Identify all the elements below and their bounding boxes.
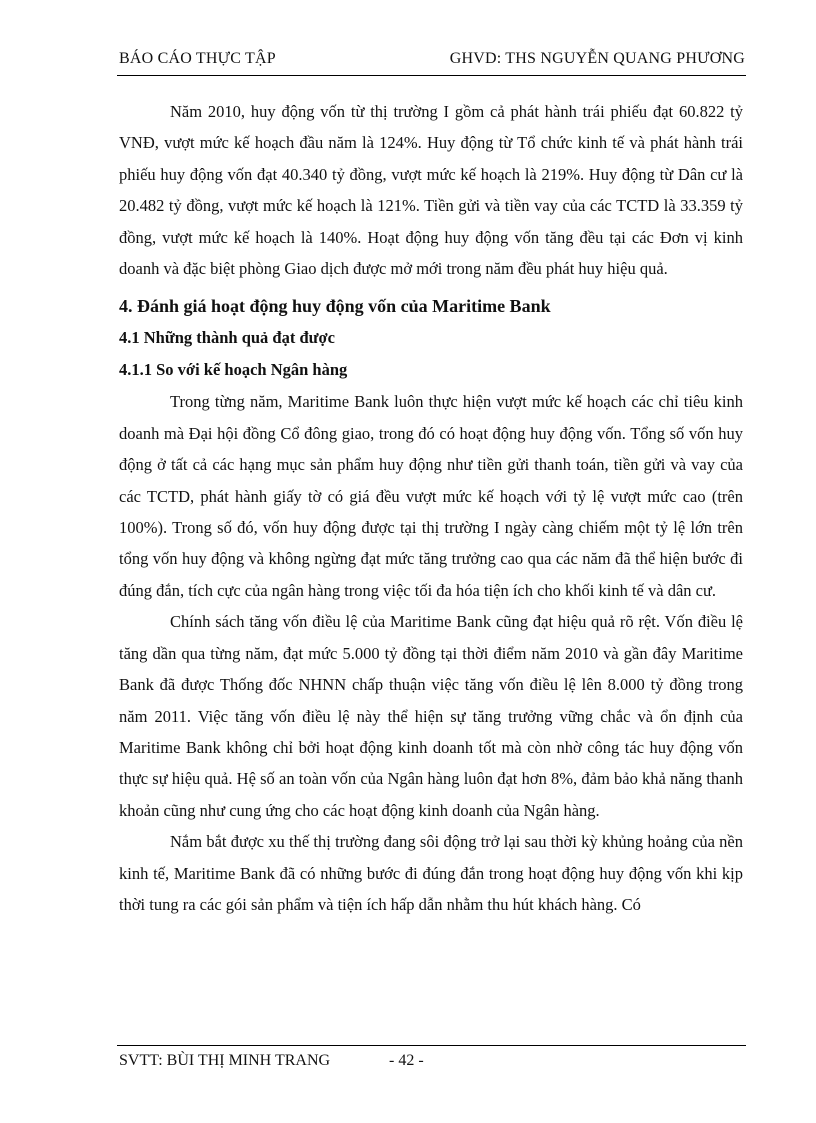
page-number: - 42 -	[389, 1052, 424, 1069]
paragraph-plan-comparison: Trong từng năm, Maritime Bank luôn thực hiện vượt mức kế hoạch các chỉ tiêu kinh doanh mà Đại hội đồng Cổ đông giao, trong đó có hoạt động huy động vốn. Tổng số vốn huy động ở tất cả các hạng mục sản phẩm huy động như tiền gửi thanh toán, tiền gửi và vay của các TCTD, phát hành giấy tờ có giá đều vượt mức kế hoạch với tỷ lệ vượt mức cao (trên 100%). Trong số đó, vốn huy động được tại thị trường I ngày càng chiếm một tỷ lệ lớn trên tổng vốn huy động và không ngừng đạt mức tăng trưởng cao qua các năm đã thể hiện bước đi đúng đắn, tích cực của ngân hàng trong việc tối đa hóa tiện ích cho khối kinh tế và dân cư.	[119, 392, 743, 600]
section-heading-4: 4. Đánh giá hoạt động huy động vốn của Maritime Bank	[119, 296, 551, 317]
header-advisor: GHVD: THS NGUYỄN QUANG PHƯƠNG	[449, 50, 745, 67]
paragraph-2010-mobilization: Năm 2010, huy động vốn từ thị trường I gồm cả phát hành trái phiếu đạt 60.822 tỷ VNĐ, vượt mức kế hoạch đầu năm là 124%. Huy động từ Tổ chức kinh tế và phát hành trái phiếu huy động vốn đạt 40.340 tỷ đồng, vượt mức kế hoạch là 219%. Huy động từ Dân cư là 20.482 tỷ đồng, vượt mức kế hoạch là 121%. Tiền gửi và tiền vay của các TCTD là 33.359 tỷ đồng, vượt mức kế hoạch là 140%. Hoạt động huy động vốn tăng đều tại các Đơn vị kinh doanh và đặc biệt phòng Giao dịch được mở mới trong năm đều phát huy hiệu quả.	[119, 102, 743, 279]
footer-student-name: SVTT: BÙI THỊ MINH TRANG	[119, 1052, 331, 1069]
document-body	[119, 96, 743, 920]
header-divider	[117, 75, 746, 76]
footer-divider	[117, 1045, 746, 1046]
section-heading-4-1: 4.1 Những thành quả đạt được	[119, 328, 336, 348]
header-report-title: BÁO CÁO THỰC TẬP	[119, 50, 276, 67]
paragraph-charter-capital: Chính sách tăng vốn điều lệ của Maritime Bank cũng đạt hiệu quả rõ rệt. Vốn điều lệ tăng dần qua từng năm, đạt mức 5.000 tỷ đồng tại thời điểm năm 2010 và gần đây Maritime Bank đã được Thống đốc NHNN chấp thuận việc tăng vốn điều lệ lên 8.000 tỷ đồng trong năm 2011. Việc tăng vốn điều lệ này thể hiện sự tăng trưởng vững chắc và ổn định của Maritime Bank không chỉ bởi hoạt động kinh doanh tốt mà còn nhờ công tác huy động vốn thực sự hiệu quả. Hệ số an toàn vốn của Ngân hàng luôn đạt hơn 8%, đảm bảo khả năng thanh khoản cũng như cung ứng cho các hoạt động kinh doanh của Ngân hàng.	[119, 612, 743, 820]
page-footer	[119, 1052, 745, 1074]
page-header	[119, 50, 745, 72]
paragraph-market-trend: Nắm bắt được xu thế thị trường đang sôi động trở lại sau thời kỳ khủng hoảng của nền kinh tế, Maritime Bank đã có những bước đi đúng đắn trong hoạt động huy động vốn khi kịp thời tung ra các gói sản phẩm và tiện ích hấp dẫn nhằm thu hút khách hàng. Có	[119, 832, 743, 914]
section-heading-4-1-1: 4.1.1 So với kế hoạch Ngân hàng	[119, 360, 348, 380]
